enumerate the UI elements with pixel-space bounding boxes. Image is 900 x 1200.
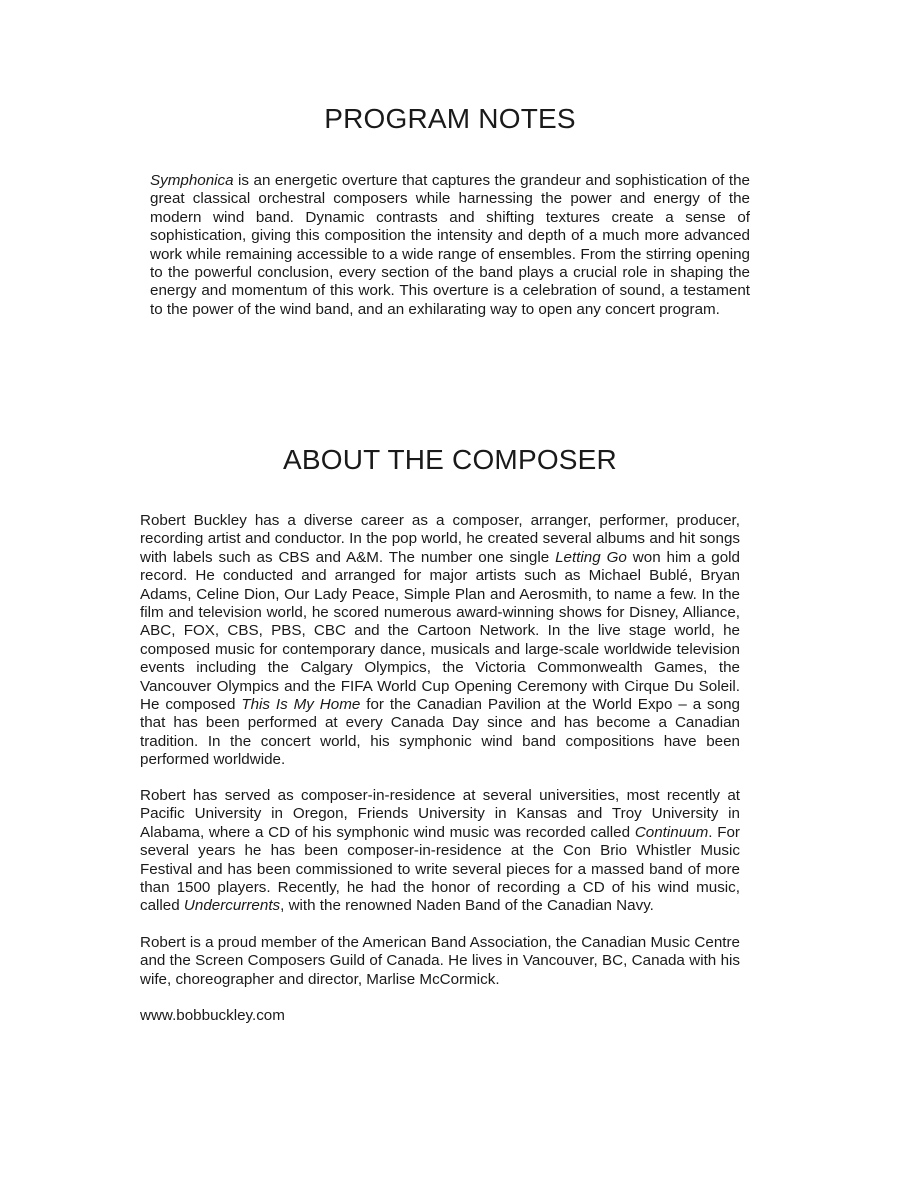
bio-paragraph-2: [140, 787, 740, 916]
song-title: Letting Go: [555, 548, 627, 566]
bio-text: won him a gold record. He conducted and arranged for major artists such as Michael Bublé, Bryan Adams, Celine Dion, Our Lady Peace, Simple Plan and Aerosmith, to name a few. In the film and television world, he scored numerous award-winning shows for Disney, Alliance, ABC, FOX, CBS, PBS, CBC and the Cartoon Network. In the live stage world, he composed music for contemporary dance, musicals and large-scale worldwide television events including the Calgary Olympics, the Victoria Commonwealth Games, the Vancouver Olympics and the FIFA World Cup Opening Ceremony with Cirque Du Soleil. He composed: [140, 548, 741, 714]
bio-text: . For several years he has been composer-in-residence at the Con Brio Whistler Music Festival and has been commissioned to write several pieces for a massed band of more than 1500 players. Recently, he had the honor of recording a CD of his wind music, called: [140, 823, 740, 915]
bio-text: Robert Buckley has a diverse career as a composer, arranger, performer, producer, recording artist and conductor. In the pop world, he created several albums and hit songs with labels such as CBS and A&M. The number one single: [140, 512, 740, 566]
bio-paragraph-3: Robert is a proud member of the American Band Association, the Canadian Music Centre and the Screen Composers Guild of Canada. He lives in Vancouver, BC, Canada with his wife, choreographer and director, Marlise McCormick.: [140, 934, 740, 988]
album-title: Undercurrents: [183, 897, 281, 915]
bio-text: , with the renowned Naden Band of the Canadian Navy.: [280, 897, 654, 915]
program-notes-text: is an energetic overture that captures the grandeur and sophistication of the great classical orchestral composers while harnessing the power and energy of the modern wind band. Dynamic contrasts and shifting textures create a sense of sophistication, giving this composition the intensity and depth of a much more advanced work while remaining accessible to a wide range of ensembles. From the stirring opening to the powerful conclusion, every section of the band plays a crucial role in shaping the energy and momentum of this work. This overture is a celebration of sound, a testament to the power of the wind band, and an exhilarating way to open any concert program.: [150, 172, 750, 318]
album-title: Continuum: [634, 823, 709, 841]
bio-paragraph-1: [140, 512, 740, 770]
website-link[interactable]: www.bobbuckley.com: [140, 1007, 285, 1024]
bio-text: Robert has served as composer-in-residence at several universities, most recently at Pacific University in Oregon, Friends University in Kansas and Troy University in Alabama, where a CD of his symphonic wind music was recorded called: [140, 787, 740, 841]
piece-title: Symphonica: [150, 172, 234, 189]
program-notes-heading: PROGRAM NOTES: [324, 103, 576, 134]
about-composer-heading: ABOUT THE COMPOSER: [283, 444, 617, 475]
bio-text: for the Canadian Pavilion at the World Expo – a song that has been performed at every Canada Day since and has become a Canadian tradition. In the concert world, his symphonic wind band compositions have been performed worldwide.: [140, 696, 740, 769]
song-title: This Is My Home: [241, 696, 361, 714]
program-notes-paragraph: [150, 172, 750, 319]
